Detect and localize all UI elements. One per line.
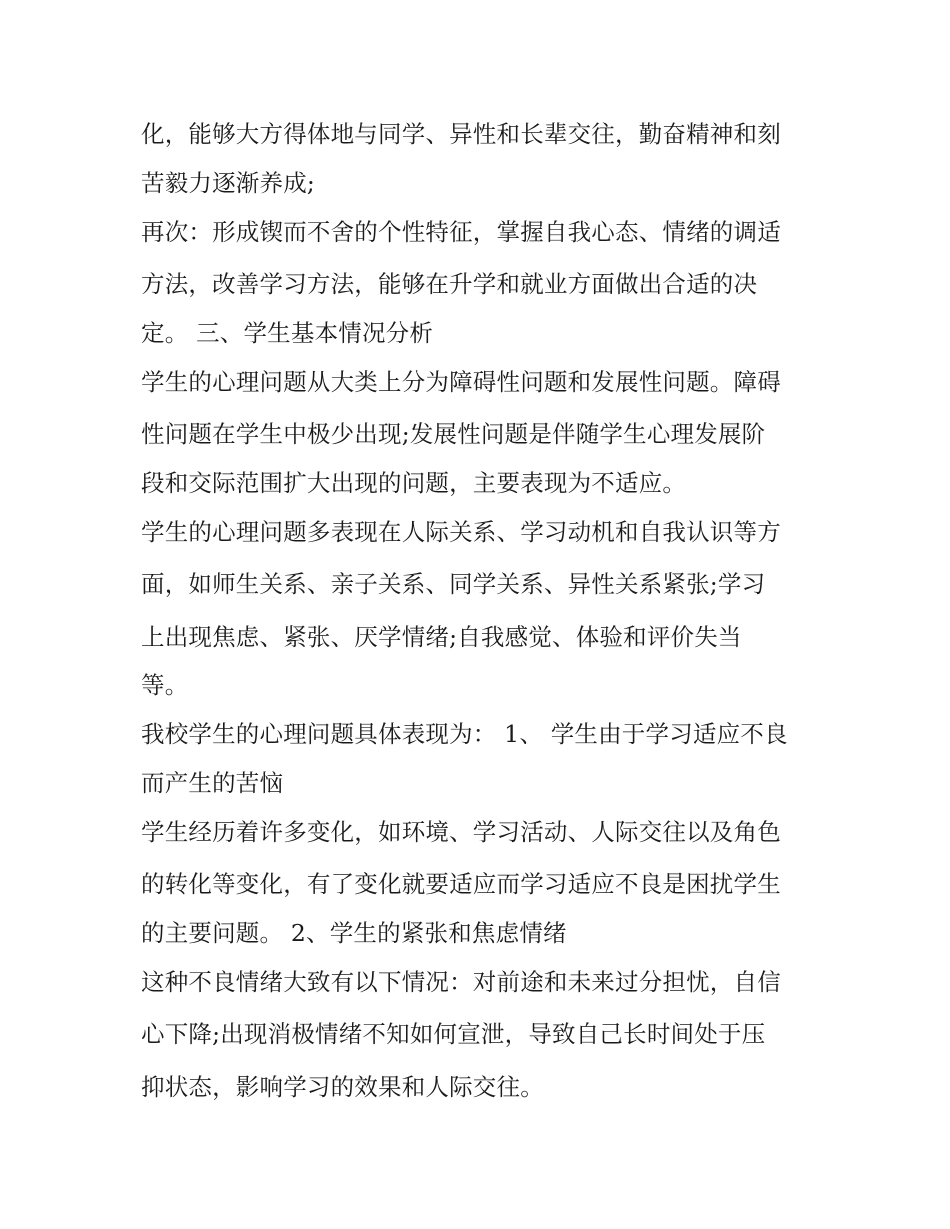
document-body: [141, 108, 821, 1113]
text-line: 面，如师生关系、亲子关系、同学关系、异性关系紧张;学习: [141, 570, 766, 598]
text-line: 学生的心理问题从大类上分为障碍性问题和发展性问题。障碍: [141, 367, 781, 396]
text-line: 苦毅力逐渐养成;: [141, 168, 316, 197]
text-line: 这种不良情绪大致有以下情况：对前途和未来过分担忧，自信: [141, 967, 781, 996]
text-line: 的主要问题。 2、学生的紧张和焦虑情绪: [141, 918, 567, 947]
text-line: 的转化等变化，有了变化就要适应而学习适应不良是困扰学生: [141, 870, 781, 898]
text-line: 上出现焦虑、紧张、厌学情绪;自我感觉、体验和评价失当: [141, 622, 742, 651]
text-line: 化，能够大方得体地与同学、异性和长辈交往，勤奋精神和刻: [141, 120, 781, 148]
text-line: 段和交际范围扩大出现的问题，主要表现为不适应。: [141, 468, 687, 497]
text-line: 性问题在学生中极少出现;发展性问题是伴随学生心理发展阶: [141, 420, 766, 448]
text-line: 而产生的苦恼: [141, 768, 284, 797]
text-line: 再次：形成锲而不舍的个性特征，掌握自我心态、情绪的调适: [141, 217, 781, 246]
text-line: 等。: [141, 671, 189, 699]
text-line: 方法，改善学习方法，能够在升学和就业方面做出合适的决: [141, 270, 758, 298]
text-line: 学生的心理问题多表现在人际关系、学习动机和自我认识等方: [141, 517, 781, 546]
text-line: 抑状态，影响学习的效果和人际交往。: [141, 1072, 544, 1101]
text-line: 心下降;出现消极情绪不知如何宣泄，导致自己长时间处于压: [141, 1020, 766, 1048]
text-line: 我校学生的心理问题具体表现为： 1、 学生由于学习适应不良: [141, 720, 788, 748]
text-line: 定。 三、学生基本情况分析: [141, 318, 434, 347]
text-line: 学生经历着许多变化，如环境、学习活动、人际交往以及角色: [141, 817, 781, 846]
